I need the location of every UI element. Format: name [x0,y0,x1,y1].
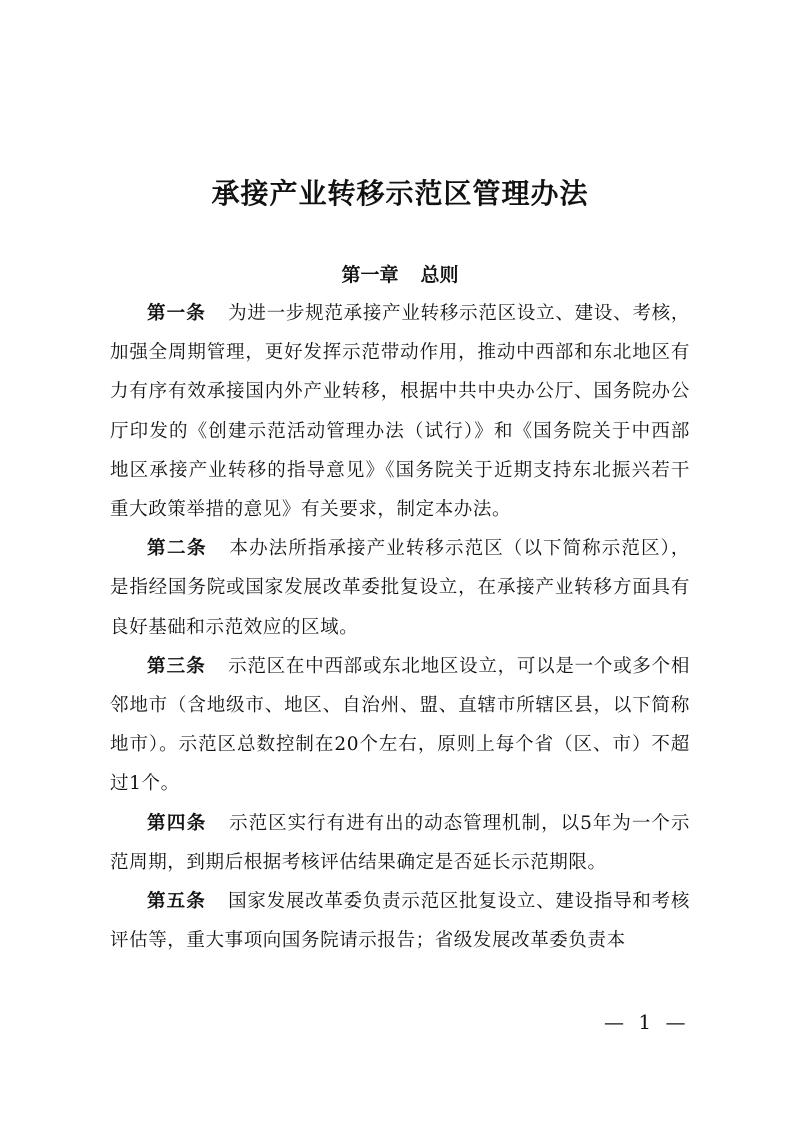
article-text: 国家发展改革委负责示范区批复设立、建设指导和考核评估等，重大事项向国务院请示报告；省级发展改革委负责本 [110,891,690,952]
article-4 [110,804,690,882]
page-number: — 1 — [604,1010,690,1034]
article-1 [110,294,690,529]
article-label: 第三条 [147,655,206,677]
article-label: 第一条 [147,303,206,324]
document-title: 承接产业转移示范区管理办法 [211,177,589,210]
article-text: 示范区在中西部或东北地区设立，可以是一个或多个相邻地市（含地级市、地区、自治州、盟、直辖市所辖区县，以下简称地市）。示范区总数控制在20个左右，原则上每个省（区、市）不超过1个。 [110,655,690,795]
article-2 [110,529,690,647]
chapter-heading [0,260,800,287]
article-text: 为进一步规范承接产业转移示范区设立、建设、考核，加强全周期管理，更好发挥示范带动作用，推动中西部和东北地区有力有序有效承接国内外产业转移，根据中共中央办公厅、国务院办公厅印发的《创建示范活动管理办法（试行）》和《国务院关于中西部地区承接产业转移的指导意见》《国务院关于近期支持东北振兴若干重大政策举措的意见》有关要求，制定本办法。 [110,303,690,521]
article-label: 第四条 [147,812,207,834]
chapter-name: 总则 [420,264,459,286]
article-text: 本办法所指承接产业转移示范区（以下简称示范区），是指经国务院或国家发展改革委批复设立，在承接产业转移方面具有良好基础和示范效应的区域。 [110,538,690,638]
document-body [110,294,690,960]
article-3 [110,647,690,804]
article-text: 示范区实行有进有出的动态管理机制，以5年为一个示范周期，到期后根据考核评估结果确定是否延长示范期限。 [110,812,690,873]
article-5 [110,882,690,960]
chapter-label: 第一章 [341,264,399,286]
article-label: 第五条 [147,891,206,913]
article-label: 第二条 [147,538,207,560]
